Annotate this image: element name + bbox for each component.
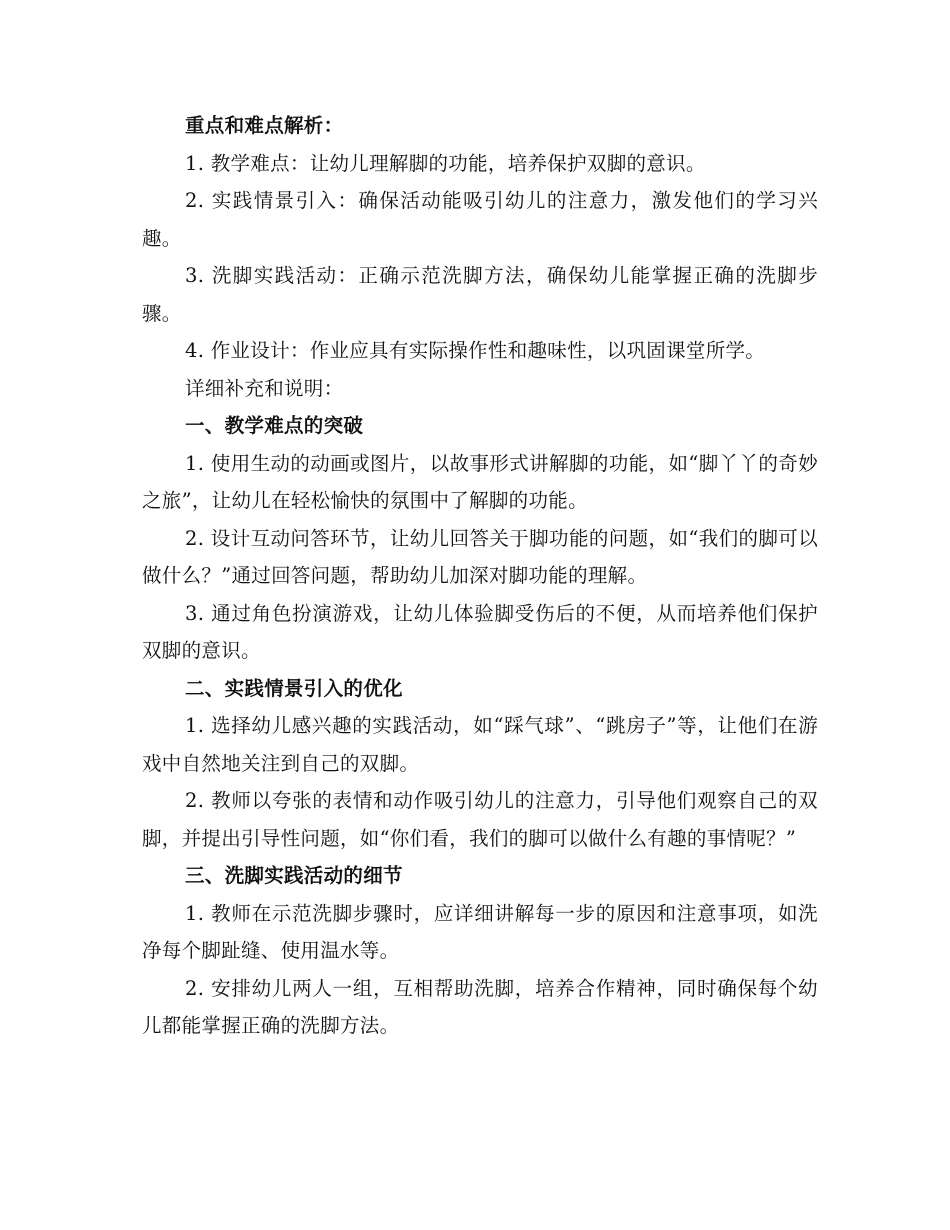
paragraph-1-1: 1. 使用生动的动画或图片，以故事形式讲解脚的功能，如“脚丫丫的奇妙之旅”，让幼儿在轻松愉快的氛围中了解脚的功能。 [142, 451, 818, 512]
section-heading-key-points: 重点和难点解析： [185, 114, 344, 137]
section-label-details: 详细补充和说明： [185, 376, 344, 400]
paragraph-2-1: 1. 选择幼儿感兴趣的实践活动，如“踩气球”、“跳房子”等，让他们在游戏中自然地关注到自己的双脚。 [142, 714, 818, 775]
paragraph-key-point-3: 3. 洗脚实践活动：正确示范洗脚方法，确保幼儿能掌握正确的洗脚步骤。 [142, 264, 818, 325]
section-heading-1: 一、教学难点的突破 [185, 414, 364, 437]
section-heading-2: 二、实践情景引入的优化 [185, 676, 403, 700]
paragraph-3-1: 1. 教师在示范洗脚步骤时，应详细讲解每一步的原因和注意事项，如洗净每个脚趾缝、使用温水等。 [142, 901, 818, 962]
paragraph-2-2: 2. 教师以夸张的表情和动作吸引幼儿的注意力，引导他们观察自己的双脚，并提出引导性问题，如“你们看，我们的脚可以做什么有趣的事情呢？” [142, 789, 818, 850]
section-heading-3: 三、洗脚实践活动的细节 [185, 864, 403, 887]
paragraph-3-2: 2. 安排幼儿两人一组，互相帮助洗脚，培养合作精神，同时确保每个幼儿都能掌握正确的洗脚方法。 [142, 976, 818, 1037]
document-body [142, 107, 818, 1045]
paragraph-key-point-4: 4. 作业设计：作业应具有实际操作性和趣味性，以巩固课堂所学。 [185, 339, 766, 362]
paragraph-key-point-1: 1. 教学难点：让幼儿理解脚的功能，培养保护双脚的意识。 [185, 151, 706, 175]
paragraph-1-3: 3. 通过角色扮演游戏，让幼儿体验脚受伤后的不便，从而培养他们保护双脚的意识。 [142, 601, 818, 662]
paragraph-key-point-2: 2. 实践情景引入：确保活动能吸引幼儿的注意力，激发他们的学习兴趣。 [142, 189, 818, 250]
paragraph-1-2: 2. 设计互动问答环节，让幼儿回答关于脚功能的问题，如“我们的脚可以做什么？”通过回答问题，帮助幼儿加深对脚功能的理解。 [142, 526, 818, 587]
